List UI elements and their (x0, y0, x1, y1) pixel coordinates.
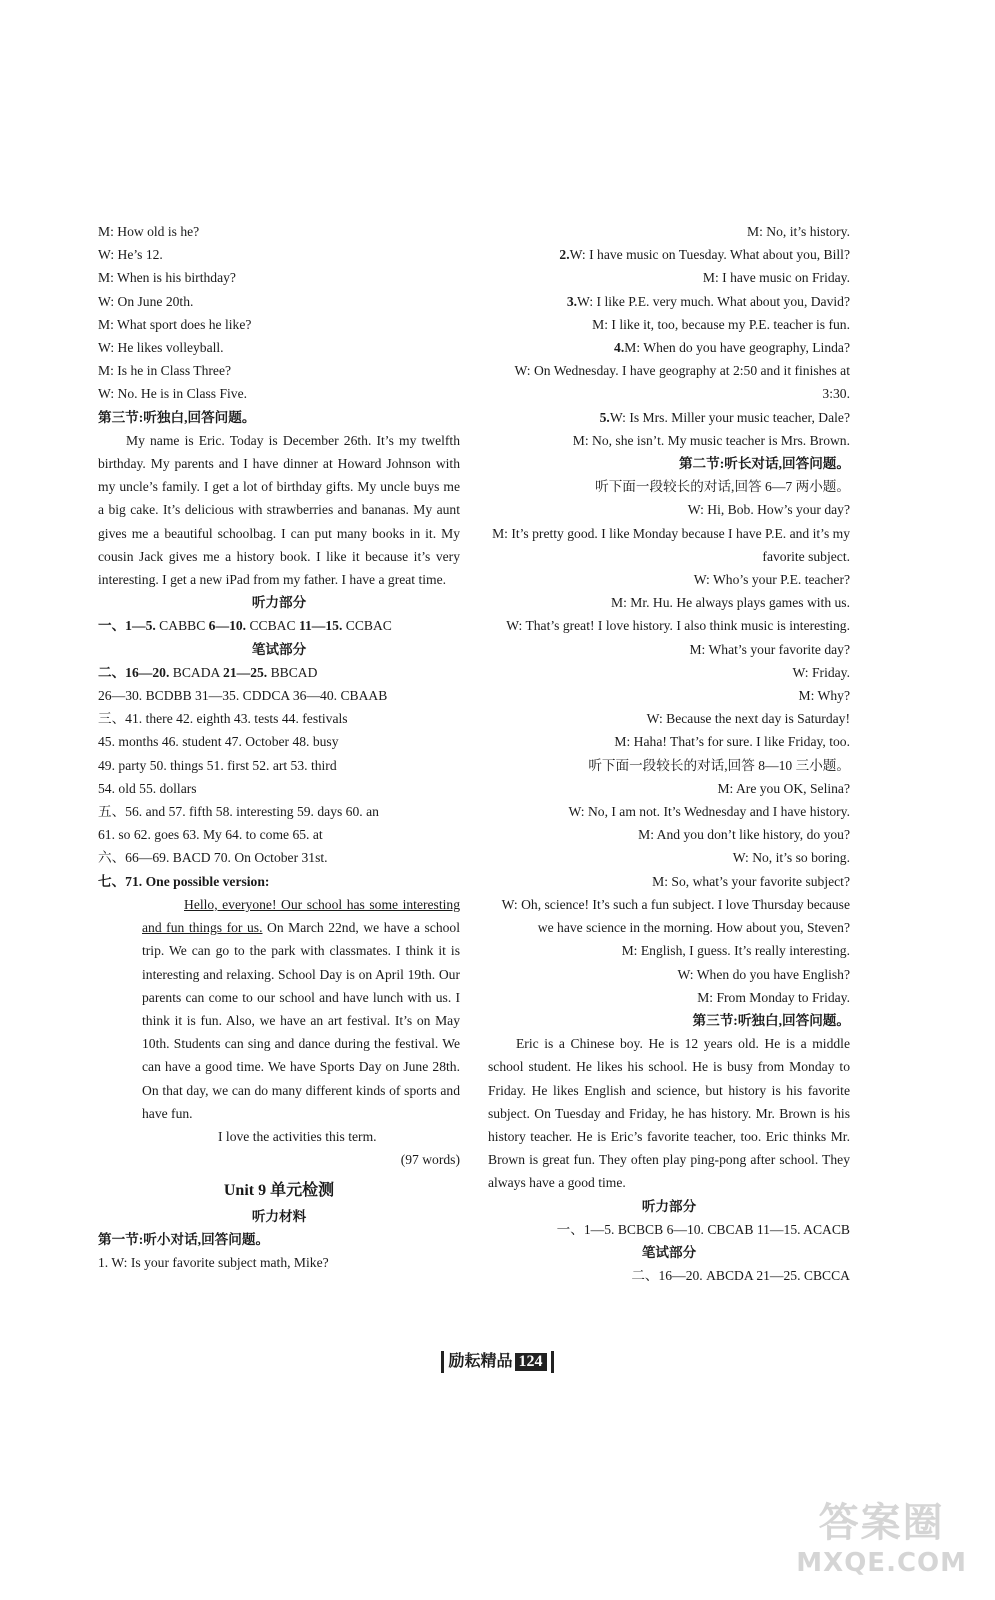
dialog-text: W: Is Mrs. Miller your music teacher, Dale? (609, 409, 850, 425)
watermark-logo (796, 1491, 967, 1578)
question-number: 5. (599, 409, 610, 425)
essay-text: On March 22nd, we have a school trip. We can go to the park with classmates. I think it is interesting and relaxing. School Day is on April 19th. Our parents can come to our school and have lunch with us. I think it is fun. Also, we have an art festival. It’s on May 10th. Students can sing and dance during the festival. We can have a good time. We have Sports Day on June 28th. On that day, we can do many different kinds of sports and have fun. (142, 920, 460, 1121)
divider (551, 1351, 554, 1373)
dialog-line: M: How old is he? (98, 224, 200, 239)
dialog-line: W: He likes volleyball. (98, 340, 224, 356)
dialog-line: W: Friday. (792, 664, 850, 680)
monologue-paragraph: My name is Eric. Today is December 26th. It’s my twelfth birthday. My parents and I have dinner at Howard Johnson with my uncle’s family. I get a lot of birthday gifts. My uncle buys me a big cake. It’s delicious with strawberries and bananas. My aunt gives me a beautiful schoolbag. I can put many books in it. My cousin Jack gives me a history book. I like it because it’s very interesting. I get a new iPad from my father. I have a great time. (98, 432, 460, 588)
dialog-block (98, 220, 460, 406)
dialog-line: M: English, I guess. It’s really interesting. (621, 943, 850, 959)
listening-answers: 一、1—5. CABBC 6—10. CCBAC 11—15. CCBAC (98, 618, 392, 634)
dialog-line (488, 266, 850, 289)
section-title: 第三节:听独白,回答问题。 (98, 409, 256, 425)
page-number: 124 (515, 1353, 547, 1371)
listening-heading: 听力部分 (641, 1198, 697, 1214)
brand-name: 励耘精品 (448, 1353, 513, 1370)
listening-answers: 一、1—5. BCBCB 6—10. CBCAB 11—15. ACACB (556, 1221, 850, 1237)
dialog-line: M: Mr. Hu. He always plays games with us. (611, 595, 850, 611)
dialog-line: M: Why? (798, 688, 850, 704)
dialog-line: W: Oh, science! It’s such a fun subject. I love Thursday because we have science in the morning. How about you, Steven? (501, 896, 850, 936)
dialog-line (488, 290, 850, 313)
question-number: 4. (614, 340, 625, 356)
left-column (98, 220, 460, 1274)
dialog-line (488, 313, 850, 336)
page-footer (0, 1348, 995, 1373)
dialog-line: W: On Wednesday. I have geography at 2:50 and it finishes at 3:30. (514, 363, 850, 402)
dialog-text: M: No, it’s history. (747, 224, 850, 239)
dialog-text: M: When do you have geography, Linda? (624, 340, 850, 356)
unit-title: Unit 9 单元检测 (223, 1182, 335, 1200)
question-line: 1. W: Is your favorite subject math, Mike? (98, 1254, 329, 1270)
essay-closing: I love the activities this term. (218, 1128, 377, 1144)
dialog-line: M: Are you OK, Selina? (717, 780, 850, 796)
right-column (488, 220, 850, 1287)
dialog-text: W: I have music on Tuesday. What about you, Bill? (569, 247, 850, 263)
dialog-line: M: When is his birthday? (98, 270, 236, 286)
dialog-line (488, 406, 850, 429)
long-dialog-2 (488, 777, 850, 1009)
answer-line: 45. months 46. student 47. October 48. busy (98, 734, 339, 750)
short-dialogs (488, 220, 850, 359)
answer-line: 六、66—69. BACD 70. On October 31st. (98, 850, 328, 866)
essay-underlined-text: Hello, everyone! Our school has some interesting and fun things for us. (142, 896, 460, 936)
watermark-cn: 答案圈 (818, 1500, 945, 1546)
short-dialogs (488, 406, 850, 452)
dialog-line: M: Haha! That’s for sure. I like Friday, too. (614, 734, 850, 750)
dialog-line: W: He’s 12. (98, 247, 163, 263)
dialog-text: M: I like it, too, because my P.E. teacher is fun. (592, 316, 850, 332)
dialog-intro: 听下面一段较长的对话,回答 8—10 三小题。 (588, 757, 850, 773)
answer-line: 五、56. and 57. fifth 58. interesting 59. days 60. an (98, 804, 379, 820)
answer-line: 61. so 62. goes 63. My 64. to come 65. at (98, 827, 323, 843)
dialog-text: M: I have music on Friday. (702, 270, 850, 286)
dialog-line: W: Who’s your P.E. teacher? (693, 572, 850, 588)
writing-answers: 二、16—20. ABCDA 21—25. CBCCA (631, 1268, 850, 1284)
dialog-line: M: What sport does he like? (98, 316, 252, 332)
divider (441, 1351, 444, 1373)
answer-line: 三、41. there 42. eighth 43. tests 44. festivals (98, 711, 348, 727)
dialog-line: W: No. He is in Class Five. (98, 386, 248, 402)
answer-line: 49. party 50. things 51. first 52. art 53. third (98, 757, 337, 773)
monologue-paragraph: Eric is a Chinese boy. He is 12 years old. He is a middle school student. He likes his school. He is busy from Monday to Friday. He likes English and science, but history is his favorite subject. On Tuesday and Friday, he has history. Mr. Brown is his history teacher. He is Eric’s favorite teacher, too. Eric thinks Mr. Brown is great fun. They often play ping-pong after school. They always have a good time. (488, 1036, 850, 1191)
dialog-line: W: Because the next day is Saturday! (646, 711, 850, 727)
dialog-line: M: So, what’s your favorite subject? (652, 873, 850, 889)
dialog-text: W: I like P.E. very much. What about you, David? (577, 293, 850, 309)
dialog-line: M: What’s your favorite day? (689, 641, 850, 657)
dialog-line: W: On June 20th. (98, 293, 194, 309)
answer-line: 七、71. One possible version: (98, 873, 270, 889)
dialog-line: W: Hi, Bob. How’s your day? (687, 502, 850, 518)
dialog-line (488, 336, 850, 359)
dialog-line: M: It’s pretty good. I like Monday because I have P.E. and it’s my favorite subject. (492, 525, 850, 564)
listening-heading: 听力部分 (251, 595, 307, 611)
section-title: 第一节:听小对话,回答问题。 (98, 1231, 270, 1247)
word-count: (97 words) (400, 1152, 460, 1168)
dialog-line: W: No, I am not. It’s Wednesday and I have history. (568, 804, 850, 820)
dialog-line: M: Is he in Class Three? (98, 363, 232, 379)
answer-line: 26—30. BCDBB 31—35. CDDCA 36—40. CBAAB (98, 688, 388, 704)
answer-line: 二、16—20. BCADA 21—25. BBCAD (98, 664, 318, 680)
listening-material-heading: 听力材料 (251, 1208, 307, 1224)
dialog-line: W: When do you have English? (677, 966, 850, 982)
writing-heading: 笔试部分 (251, 641, 307, 657)
question-number: 3. (566, 293, 578, 309)
answer-line: 54. old 55. dollars (98, 780, 197, 796)
dialog-line: M: From Monday to Friday. (697, 989, 850, 1005)
writing-heading: 笔试部分 (641, 1244, 697, 1260)
question-number: 2. (559, 247, 570, 263)
dialog-line: W: That’s great! I love history. I also think music is interesting. (506, 618, 850, 634)
dialog-line: M: And you don’t like history, do you? (638, 827, 850, 843)
answer-lines (98, 684, 460, 893)
model-essay (98, 893, 460, 1171)
dialog-text: M: No, she isn’t. My music teacher is Mrs. Brown. (572, 432, 850, 448)
dialog-line (488, 243, 850, 266)
long-dialog-1 (488, 498, 850, 753)
watermark-en: MXQE.COM (796, 1548, 967, 1578)
dialog-line (488, 220, 850, 243)
dialog-line (488, 429, 850, 452)
dialog-intro: 听下面一段较长的对话,回答 6—7 两小题。 (595, 479, 850, 495)
section-title: 第二节:听长对话,回答问题。 (678, 456, 850, 472)
section-title: 第三节:听独白,回答问题。 (692, 1012, 850, 1028)
dialog-line: W: No, it’s so boring. (732, 850, 850, 866)
